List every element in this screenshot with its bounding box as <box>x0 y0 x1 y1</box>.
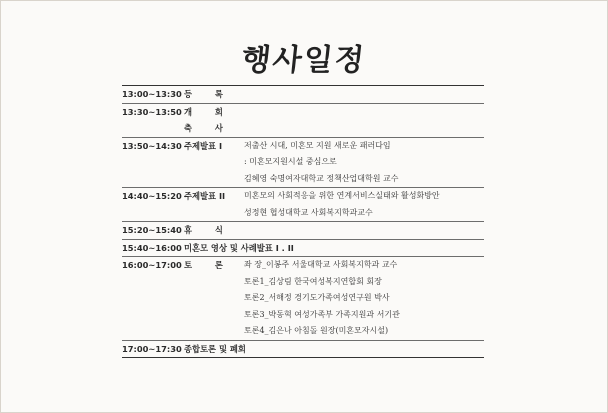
table-row <box>122 240 484 258</box>
detail-cell <box>244 222 484 239</box>
table-row <box>122 104 484 138</box>
table-row <box>122 188 484 222</box>
time-cell: 16:00~17:00 <box>122 260 182 270</box>
program-cell: 주제발표 I <box>184 140 223 151</box>
time-cell: 15:40~16:00 <box>122 242 182 253</box>
program-cell: 주제발표 II <box>184 191 226 201</box>
time-cell: 13:50~14:30 <box>122 140 182 151</box>
detail-cell <box>244 104 484 137</box>
detail-cell: 미혼모의 사회적응을 위한 연계서비스실태와 활성화방안 성정현 협성대학교 사회복지학과교수 <box>244 191 440 217</box>
program-cell: 개 회 축 사 <box>184 106 233 133</box>
table-row <box>122 341 484 359</box>
time-cell: 15:20~15:40 <box>122 225 182 235</box>
time-cell: 17:00~17:30 <box>122 343 182 354</box>
program-cell: 휴 식 <box>184 225 233 235</box>
table-row <box>122 86 484 104</box>
table-row <box>122 257 484 341</box>
table-row <box>122 138 484 189</box>
detail-cell: 좌 장_이봉주 서울대학교 사회복지학과 교수 토론1_김상림 한국여성복지연합회 회장 토론2_서해정 경기도가족여성연구원 박사 토론3_박동혁 여성가족부 가족지원과 서기관 토론4_김은나 아침돌 원장(미혼모자시설) <box>244 260 400 335</box>
time-cell: 13:30~13:50 <box>122 106 182 117</box>
program-cell: 미혼모 영상 및 사례발표 I . II <box>184 242 294 253</box>
table-row <box>122 222 484 240</box>
detail-cell <box>244 86 484 103</box>
program-cell: 등 록 <box>184 89 233 99</box>
time-cell: 13:00~13:30 <box>122 89 182 99</box>
page-title: 행사일정 <box>239 43 368 78</box>
program-cell: 토 론 <box>184 260 233 270</box>
detail-cell: 저출산 시대, 미혼모 지원 새로운 패러다임 : 미혼모지원시설 중심으로 김혜영 숙명여자대학교 정책산업대학원 교수 <box>244 140 399 183</box>
schedule-table <box>122 85 484 358</box>
time-cell: 14:40~15:20 <box>122 191 182 201</box>
program-cell: 종합토론 및 폐회 <box>184 343 246 354</box>
